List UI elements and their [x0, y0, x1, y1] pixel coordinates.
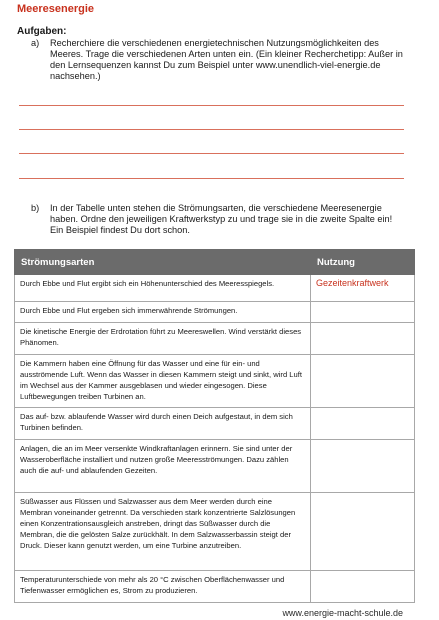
table-row [15, 440, 415, 493]
task-a [31, 38, 403, 82]
answer-line[interactable] [19, 178, 404, 179]
task-a-text: Recherchiere die verschiedenen energietechnischen Nutzungsmöglichkeiten des Meeres. Trage die verschiedenen Arten unten ein. (Ein kleiner Recherchetipp: Außer in den Lernsequenzen kannst Du zum Beispiel unter www.unendlich-viel-energie.de nachsehen.) [50, 38, 403, 81]
table-header-row [15, 250, 415, 275]
usage-cell[interactable] [311, 302, 415, 323]
flow-description: Durch Ebbe und Flut ergeben sich immerwährende Strömungen. [15, 302, 311, 323]
flow-description: Die kinetische Energie der Erdrotation führt zu Meereswellen. Wind verstärkt dieses Phänomen. [15, 323, 311, 355]
table-row [15, 571, 415, 603]
usage-cell[interactable] [311, 440, 415, 493]
page-title: Meeresenergie [17, 3, 95, 15]
answer-line[interactable] [19, 105, 404, 106]
flow-types-table [14, 249, 415, 603]
usage-cell[interactable] [311, 493, 415, 571]
usage-cell[interactable]: Gezeitenkraftwerk [311, 275, 415, 302]
task-a-letter: a) [31, 38, 40, 48]
table-row [15, 355, 415, 408]
usage-cell[interactable] [311, 323, 415, 355]
flow-description: Durch Ebbe und Flut ergibt sich ein Höhenunterschied des Meeresspiegels. [15, 275, 311, 302]
table-row [15, 275, 415, 302]
flow-description: Das auf- bzw. ablaufende Wasser wird durch einen Deich aufgestaut, in dem sich Turbinen befinden. [15, 408, 311, 440]
flow-description: Süßwasser aus Flüssen und Salzwasser aus dem Meer werden durch eine Membran voneinander getrennt. Da verschieden stark konzentrierte Salzlösungen einen Konzentrationsausgleich anstreben, dringt das Süßwasser durch die Membran, die die gelösten Salze zurückhält. In dem Salzwasserbassin steigt der Druck. Dieser kann genutzt werden, um eine Turbine anzutreiben. [15, 493, 311, 571]
footer-url: www.energie-macht-schule.de [282, 608, 403, 618]
column-header-flow-types: Strömungsarten [15, 250, 311, 275]
answer-line[interactable] [19, 153, 404, 154]
task-b-text: In der Tabelle unten stehen die Strömungsarten, die verschiedene Meeresenergie haben. Ordne den jeweiligen Kraftwerkstyp zu und trage sie in die zweite Spalte ein! Ein Beispiel findest Du dort schon. [50, 203, 393, 235]
table-row [15, 493, 415, 571]
flow-description: Anlagen, die an im Meer versenkte Windkraftanlagen erinnern. Sie sind unter der Wasseroberfläche installiert und nutzen große Meeresströmungen. Dazu zählen auch die auf- und ablaufenden Gezeiten. [15, 440, 311, 493]
column-header-usage: Nutzung [311, 250, 415, 275]
usage-cell[interactable] [311, 571, 415, 603]
usage-cell[interactable] [311, 355, 415, 408]
task-b [31, 203, 403, 236]
section-label: Aufgaben: [17, 26, 67, 37]
flow-description: Temperaturunterschiede von mehr als 20 °C zwischen Oberflächenwasser und Tiefenwasser ermöglichen es, Strom zu produzieren. [15, 571, 311, 603]
table-row [15, 323, 415, 355]
task-b-letter: b) [31, 203, 40, 213]
flow-description: Die Kammern haben eine Öffnung für das Wasser und eine für ein- und ausströmende Luft. Wenn das Wasser in diesen Kammern steigt und sinkt, wird Luft im Wechsel aus der Kammer ausgeblasen und wieder eingesogen. Diese Luftbewegungen treiben Turbinen an. [15, 355, 311, 408]
table-row [15, 302, 415, 323]
answer-line[interactable] [19, 129, 404, 130]
usage-cell[interactable] [311, 408, 415, 440]
table-row [15, 408, 415, 440]
